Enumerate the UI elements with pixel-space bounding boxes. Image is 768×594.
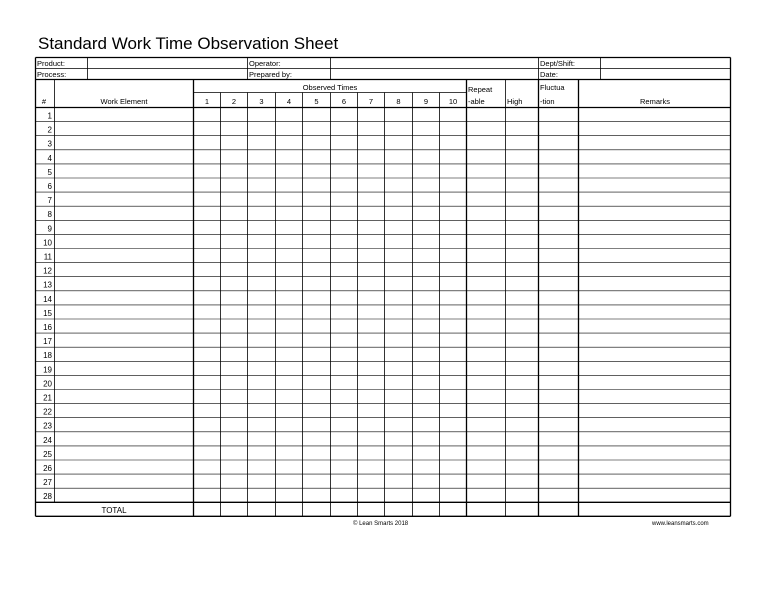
work-element-cell[interactable]	[56, 433, 193, 445]
row-number: 10	[43, 238, 52, 248]
dept-shift-label: Dept/Shift:	[540, 59, 576, 68]
prepared-by-label: Prepared by:	[249, 70, 292, 79]
work-element-cell[interactable]	[56, 193, 193, 205]
work-element-cell[interactable]	[56, 221, 193, 233]
work-element-cell[interactable]	[56, 391, 193, 403]
date-label: Date:	[540, 70, 558, 79]
fluctuation-header: -tion	[540, 97, 555, 106]
footer-website: www.leansmarts.com	[652, 521, 709, 527]
date-field[interactable]	[601, 69, 730, 79]
observation-number-header: 8	[396, 97, 401, 106]
observation-number-header: 5	[314, 97, 319, 106]
row-number: 22	[43, 407, 52, 417]
row-number: 20	[43, 379, 52, 389]
row-number: 13	[43, 280, 52, 290]
work-element-cell[interactable]	[56, 264, 193, 276]
row-number: 7	[47, 196, 52, 206]
operator-label: Operator:	[249, 59, 281, 68]
prepared-by-field[interactable]	[331, 69, 538, 79]
remarks-header: Remarks	[639, 97, 671, 106]
observation-number-header: 9	[423, 97, 429, 106]
total-label: TOTAL	[101, 505, 127, 515]
work-element-header: Work Element	[100, 97, 148, 106]
high-header: High	[507, 97, 523, 106]
work-element-cell[interactable]	[56, 250, 193, 262]
work-element-cell[interactable]	[56, 475, 193, 487]
work-element-cell[interactable]	[56, 376, 193, 388]
product-label: Product:	[37, 59, 65, 68]
repeatable-header: Repeat	[468, 85, 493, 94]
dept-shift-field[interactable]	[601, 58, 730, 68]
observation-number-header: 2	[231, 97, 237, 106]
work-element-cell[interactable]	[56, 334, 193, 346]
work-element-cell[interactable]	[56, 348, 193, 360]
observation-number-header: 3	[259, 97, 264, 106]
row-number: 19	[43, 365, 52, 375]
observed-times-header: Observed Times	[302, 83, 358, 92]
work-element-cell[interactable]	[56, 235, 193, 247]
repeatable-header: -able	[468, 97, 485, 106]
row-number: 11	[43, 252, 52, 262]
row-number: 17	[43, 337, 52, 347]
row-number: 18	[43, 351, 52, 361]
observation-number-header: 6	[341, 97, 347, 106]
observation-number-header: 7	[368, 97, 374, 106]
row-number: 5	[47, 167, 52, 177]
row-number: 28	[43, 492, 52, 502]
work-element-cell[interactable]	[56, 419, 193, 431]
work-element-cell[interactable]	[56, 165, 193, 177]
row-number: 27	[43, 478, 52, 488]
number-column-header: #	[41, 97, 47, 106]
product-field[interactable]	[88, 58, 247, 68]
row-number: 26	[43, 464, 52, 473]
work-element-cell[interactable]	[56, 306, 193, 318]
process-field[interactable]	[88, 69, 247, 79]
work-element-cell[interactable]	[56, 123, 193, 135]
work-element-cell[interactable]	[56, 278, 193, 290]
row-number: 1	[47, 111, 52, 121]
row-number: 15	[43, 308, 52, 318]
row-number: 12	[43, 266, 52, 276]
row-number: 2	[47, 125, 52, 135]
work-element-cell[interactable]	[56, 461, 193, 473]
row-number: 6	[47, 182, 52, 191]
observation-number-header: 4	[286, 97, 292, 106]
sheet-title: Standard Work Time Observation Sheet	[38, 34, 339, 53]
work-element-cell[interactable]	[56, 405, 193, 417]
row-number: 16	[43, 323, 52, 332]
work-element-cell[interactable]	[56, 320, 193, 332]
work-element-cell[interactable]	[56, 489, 193, 501]
work-element-cell[interactable]	[56, 179, 193, 191]
row-number: 9	[47, 224, 52, 234]
row-number: 3	[47, 139, 52, 149]
operator-field[interactable]	[331, 58, 538, 68]
work-element-cell[interactable]	[56, 151, 193, 163]
observation-number-header: 10	[448, 97, 458, 106]
row-number: 21	[43, 393, 52, 403]
fluctuation-header: Fluctua	[540, 83, 565, 92]
row-number: 25	[43, 449, 52, 459]
process-label: Process:	[37, 70, 67, 79]
row-number: 23	[43, 421, 52, 431]
work-element-cell[interactable]	[56, 362, 193, 374]
row-number: 4	[47, 153, 52, 163]
work-element-cell[interactable]	[56, 109, 193, 121]
row-number: 24	[43, 435, 52, 445]
work-element-cell[interactable]	[56, 137, 193, 149]
observation-number-header: 1	[204, 97, 210, 106]
work-element-cell[interactable]	[56, 447, 193, 459]
row-number: 14	[43, 294, 52, 304]
work-element-cell[interactable]	[56, 292, 193, 304]
row-number: 8	[47, 210, 52, 220]
work-element-cell[interactable]	[56, 207, 193, 219]
footer-copyright: © Lean Smarts 2018	[353, 521, 409, 527]
